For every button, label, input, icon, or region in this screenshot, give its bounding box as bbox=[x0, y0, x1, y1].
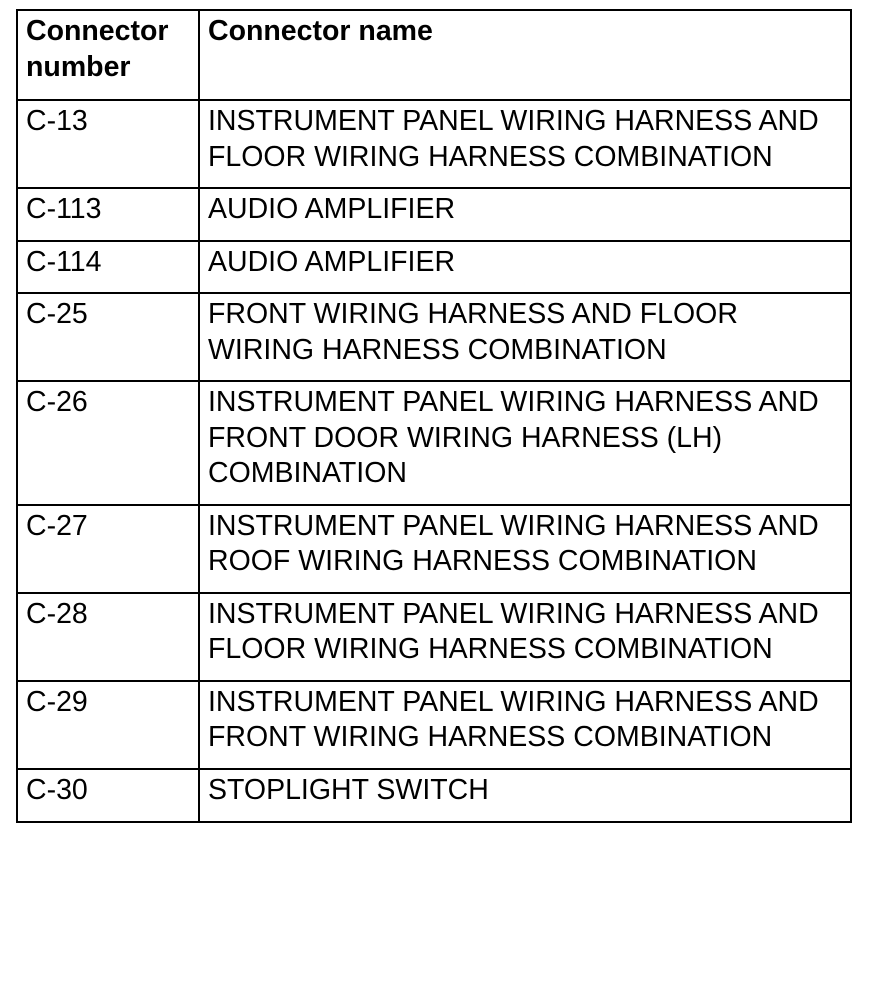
connector-number-cell: C-29 bbox=[17, 681, 199, 769]
header-connector-number: Connector number bbox=[17, 10, 199, 100]
table-row bbox=[17, 505, 851, 593]
header-row bbox=[17, 10, 851, 100]
connector-number-cell: C-13 bbox=[17, 100, 199, 188]
connector-name-cell: FRONT WIRING HARNESS AND FLOOR WIRING HARNESS COMBINATION bbox=[199, 293, 851, 381]
connector-number-cell: C-26 bbox=[17, 381, 199, 505]
table-row bbox=[17, 100, 851, 188]
table-row bbox=[17, 769, 851, 823]
table-row bbox=[17, 188, 851, 241]
connector-name-cell: INSTRUMENT PANEL WIRING HARNESS AND ROOF WIRING HARNESS COMBINATION bbox=[199, 505, 851, 593]
connector-number-cell: C-114 bbox=[17, 241, 199, 294]
connector-name-cell: INSTRUMENT PANEL WIRING HARNESS AND FLOOR WIRING HARNESS COMBINATION bbox=[199, 100, 851, 188]
connector-table bbox=[16, 9, 852, 823]
connector-number-cell: C-113 bbox=[17, 188, 199, 241]
table-row bbox=[17, 241, 851, 294]
connector-name-cell: INSTRUMENT PANEL WIRING HARNESS AND FLOOR WIRING HARNESS COMBINATION bbox=[199, 593, 851, 681]
connector-name-cell: INSTRUMENT PANEL WIRING HARNESS AND FRONT DOOR WIRING HARNESS (LH) COMBINATION bbox=[199, 381, 851, 505]
table-row bbox=[17, 293, 851, 381]
header-connector-name: Connector name bbox=[199, 10, 851, 100]
connector-name-cell: STOPLIGHT SWITCH bbox=[199, 769, 851, 823]
table-row bbox=[17, 593, 851, 681]
table-row bbox=[17, 681, 851, 769]
connector-number-cell: C-30 bbox=[17, 769, 199, 823]
connector-name-cell: AUDIO AMPLIFIER bbox=[199, 241, 851, 294]
table-row bbox=[17, 381, 851, 505]
connector-number-cell: C-28 bbox=[17, 593, 199, 681]
connector-name-cell: AUDIO AMPLIFIER bbox=[199, 188, 851, 241]
connector-number-cell: C-25 bbox=[17, 293, 199, 381]
connector-name-cell: INSTRUMENT PANEL WIRING HARNESS AND FRONT WIRING HARNESS COMBINATION bbox=[199, 681, 851, 769]
connector-number-cell: C-27 bbox=[17, 505, 199, 593]
